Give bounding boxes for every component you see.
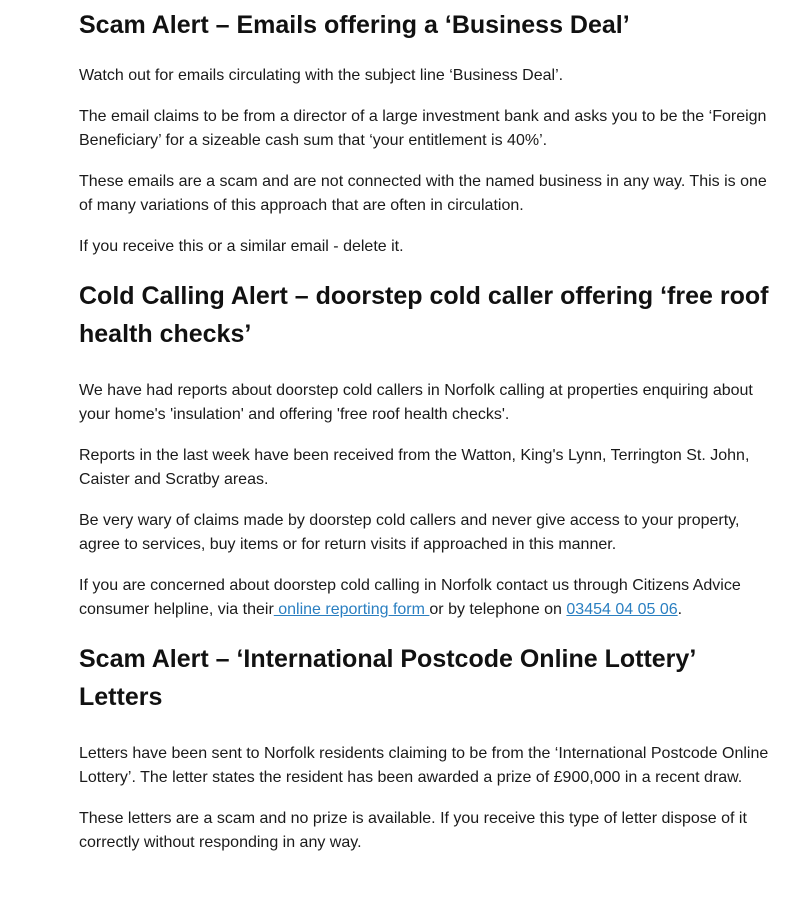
article-page: [0, 6, 809, 855]
paragraph: If you receive this or a similar email - delete it.: [79, 238, 404, 255]
section-cold-calling-alert: [79, 277, 769, 622]
paragraph: These letters are a scam and no prize is available. If you receive this type of letter dispose of it correctly without responding in any way.: [79, 810, 747, 851]
paragraph: Be very wary of claims made by doorstep cold callers and never give access to your property, agree to services, buy items or for return visits if approached in this manner.: [79, 512, 740, 553]
paragraph: We have had reports about doorstep cold callers in Norfolk calling at properties enquiring about your home's 'insulation' and offering 'free roof health checks'.: [79, 382, 753, 423]
contact-text-middle: or by telephone on: [429, 601, 567, 618]
paragraph: These emails are a scam and are not connected with the named business in any way. This is one of many variations of this approach that are often in circulation.: [79, 173, 767, 214]
contact-text-before: If you are concerned about doorstep cold calling in Norfolk contact us through Citizens Advice consumer helpline, via their: [79, 577, 741, 618]
section-title: Cold Calling Alert – doorstep cold caller offering ‘free roof health checks’: [79, 282, 769, 348]
telephone-link[interactable]: 03454 04 05 06: [566, 601, 678, 618]
contact-paragraph: [79, 574, 769, 622]
section-title: Scam Alert – Emails offering a ‘Business Deal’: [79, 11, 630, 39]
section-title: Scam Alert – ‘International Postcode Online Lottery’ Letters: [79, 645, 695, 711]
paragraph: Watch out for emails circulating with the subject line ‘Business Deal’.: [79, 67, 564, 84]
paragraph: Reports in the last week have been received from the Watton, King's Lynn, Terrington St. John, Caister and Scratby areas.: [79, 447, 750, 488]
section-postcode-lottery-scam: [79, 640, 769, 855]
section-business-deal-scam: [79, 6, 769, 259]
paragraph: Letters have been sent to Norfolk residents claiming to be from the ‘International Postcode Online Lottery’. The letter states the resident has been awarded a prize of £900,000 in a recent draw.: [79, 745, 769, 786]
paragraph: The email claims to be from a director of a large investment bank and asks you to be the ‘Foreign Beneficiary’ for a sizeable cash sum that ‘your entitlement is 40%’.: [79, 108, 767, 149]
online-reporting-form-link[interactable]: online reporting form: [273, 601, 430, 618]
contact-text-after: .: [677, 601, 683, 618]
